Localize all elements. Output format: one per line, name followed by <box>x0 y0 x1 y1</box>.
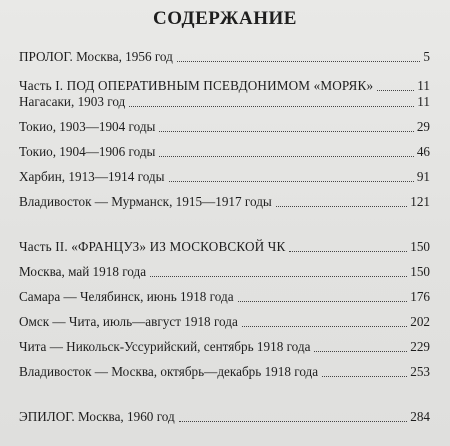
dot-leader <box>179 420 408 422</box>
dot-leader <box>159 155 413 157</box>
toc-page-number: 229 <box>410 339 430 354</box>
toc-page-number: 11 <box>417 94 430 109</box>
toc-entry-prologue <box>19 47 430 65</box>
toc-page-number: 253 <box>410 364 430 379</box>
dot-leader <box>238 300 408 302</box>
toc-entry <box>19 142 430 160</box>
toc-entry-label: Чита — Никольск-Уссурийский, сентябрь 1918 года <box>19 339 311 354</box>
dot-leader <box>150 275 407 277</box>
toc-entry-epilogue <box>19 407 430 425</box>
toc-entry-label: Омск — Чита, июль—август 1918 года <box>19 314 238 329</box>
toc-page-number: 5 <box>423 49 430 64</box>
dot-leader <box>177 60 421 62</box>
toc-entry <box>19 312 430 330</box>
toc-entry <box>19 337 430 355</box>
toc-page-number: 284 <box>410 409 430 424</box>
toc-page-number: 91 <box>416 169 430 184</box>
toc-page-number: 11 <box>417 78 430 93</box>
dot-leader <box>289 250 407 252</box>
toc-page-number: 29 <box>416 119 430 134</box>
toc-entry <box>19 92 430 110</box>
dot-leader <box>276 205 407 207</box>
toc-entry-label: Часть II. «ФРАНЦУЗ» ИЗ МОСКОВСКОЙ ЧК <box>19 239 286 254</box>
toc-page-number: 176 <box>410 289 430 304</box>
toc-entry <box>19 287 430 305</box>
toc-entry-label: Владивосток — Москва, октябрь—декабрь 1918 года <box>19 364 319 379</box>
toc-entry-label: ЭПИЛОГ. Москва, 1960 год <box>19 409 175 424</box>
toc-entry-label: Харбин, 1913—1914 годы <box>19 169 165 184</box>
toc-entry <box>19 192 430 210</box>
toc-entry-label: Токио, 1903—1904 годы <box>19 119 156 134</box>
toc-page-number: 202 <box>410 314 430 329</box>
toc-entry-label: Владивосток — Мурманск, 1915—1917 годы <box>19 194 272 209</box>
toc-entry-label: Москва, май 1918 года <box>19 264 147 279</box>
toc-entry-label: Часть I. ПОД ОПЕРАТИВНЫМ ПСЕВДОНИМОМ «МОРЯК» <box>19 78 374 93</box>
toc-page-number: 46 <box>416 144 430 159</box>
dot-leader <box>129 105 414 107</box>
dot-leader <box>169 180 414 182</box>
toc-page-number: 150 <box>410 239 430 254</box>
dot-leader <box>242 325 407 327</box>
toc-entry-part-2 <box>19 237 430 255</box>
toc-entry <box>19 167 430 185</box>
toc-entry <box>19 262 430 280</box>
toc-entry <box>19 117 430 135</box>
toc-entry-label: Токио, 1904—1906 годы <box>19 144 156 159</box>
toc-entry-label: Самара — Челябинск, июнь 1918 года <box>19 289 234 304</box>
toc-page-number: 150 <box>410 264 430 279</box>
toc-page-number: 121 <box>410 194 430 209</box>
dot-leader <box>377 89 414 91</box>
toc-entry-label: ПРОЛОГ. Москва, 1956 год <box>19 49 173 64</box>
dot-leader <box>314 350 407 352</box>
page-title: СОДЕРЖАНИЕ <box>153 8 297 29</box>
dot-leader <box>159 130 413 132</box>
toc-entry-label: Нагасаки, 1903 год <box>19 94 126 109</box>
toc-entry <box>19 362 430 380</box>
dot-leader <box>322 375 407 377</box>
